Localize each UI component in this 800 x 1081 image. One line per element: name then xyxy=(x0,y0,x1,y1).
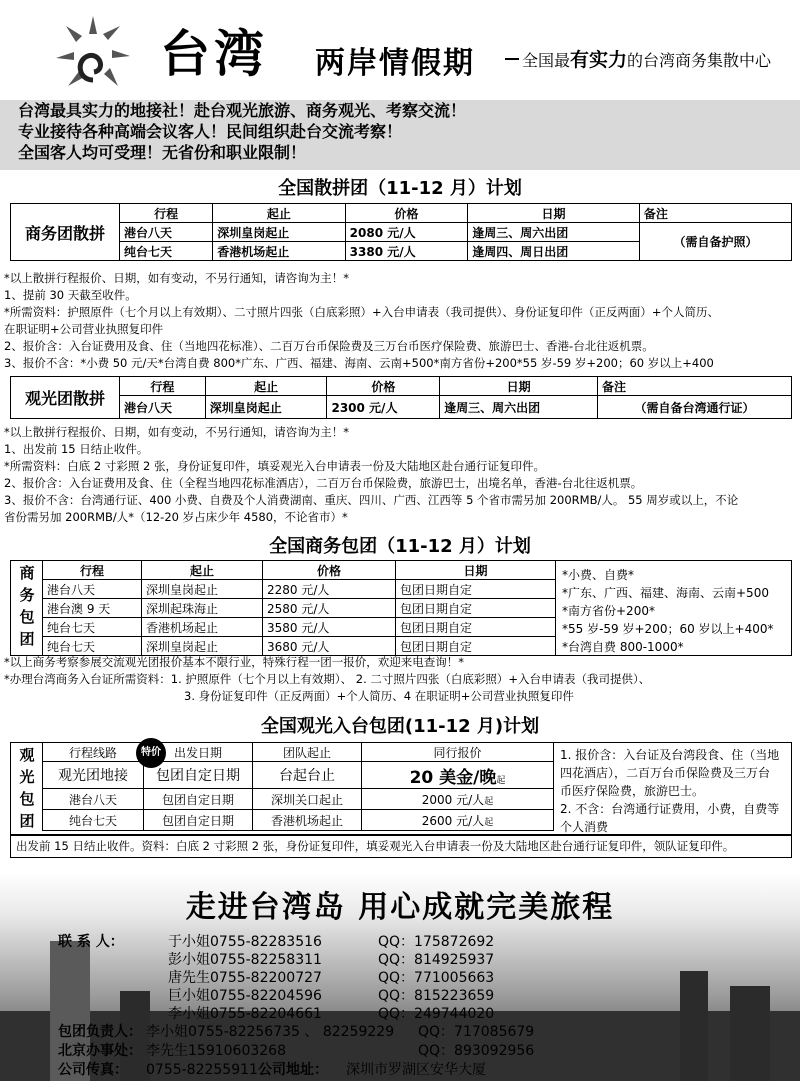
cell: 深圳皇岗起止 xyxy=(142,637,263,656)
remark-cell: （需自备护照） xyxy=(639,223,791,261)
contact-qq: QQ：717085679 xyxy=(418,1024,535,1040)
cell: 深圳皇岗起止 xyxy=(205,396,327,419)
cell: 3380 元/人 xyxy=(345,242,468,261)
header-slogan: 全国最有实力的台湾商务集散中心 xyxy=(522,49,772,71)
note-line: 1、出发前 15 日结止收件。 xyxy=(4,442,149,456)
cell: 香港机场起止 xyxy=(213,242,345,261)
intro-banner xyxy=(0,100,800,170)
col-header: 日期 xyxy=(440,377,598,396)
fax-label: 公司传真： xyxy=(58,1062,128,1078)
footer-slogan: 走进台湾岛 用心成就完美旅程 xyxy=(185,890,615,925)
label-char: 包 xyxy=(19,790,35,808)
contact-qq: QQ：893092956 xyxy=(418,1043,535,1059)
price-suffix: 起 xyxy=(484,796,494,807)
remark-cell: （需自备台湾通行证） xyxy=(598,396,792,419)
business-charter-notes xyxy=(4,654,794,705)
side-line: 1. 报价含：入台证及台湾段食、住（当地 xyxy=(560,748,780,762)
brand-subtitle: 两岸情假期 xyxy=(315,46,475,81)
tour-charter-footnote: 出发前 15 日结止收件。资料：白底 2 寸彩照 2 张，身份证复印件，填妥观光入台申请表一份及大陆地区赴台通行证复印件，领队证复印件。 xyxy=(16,839,735,853)
note-line: 3. 身份证复印件（正反两面）+个人简历、4 在职证明+公司营业执照复印件 xyxy=(184,689,574,703)
contact-qq: QQ：815223659 xyxy=(378,988,495,1004)
price-suffix: 起 xyxy=(496,775,506,786)
cell: 包团日期自定 xyxy=(396,580,556,599)
brand-title: 台湾 xyxy=(160,24,268,83)
tour-charter-side-notes xyxy=(560,746,788,836)
cell: 港台澳 9 天 xyxy=(43,599,142,618)
fax-number: 0755-82255911 xyxy=(146,1062,258,1078)
cell: 纯台七天 xyxy=(120,242,213,261)
col-header: 团队起止 xyxy=(253,743,362,762)
section-title-business-charter: 全国商务包团（11-12 月）计划 xyxy=(269,536,531,557)
price-cell xyxy=(362,762,554,789)
cell: 港台八天 xyxy=(43,789,144,810)
col-header: 同行报价 xyxy=(362,743,554,762)
address-label: 公司地址： xyxy=(258,1062,328,1078)
col-header: 价格 xyxy=(327,377,440,396)
note-line: 2、报价含：入台证费用及食、住（全程当地四花标准酒店），二百万台币保险费，旅游巴士，出境名单，香港-台北往返机票。 xyxy=(4,476,643,490)
contact-row xyxy=(58,1003,798,1023)
col-header: 行程 xyxy=(120,204,213,223)
cell: 2580 元/人 xyxy=(263,599,396,618)
business-group-table xyxy=(10,203,792,261)
contact-label: 北京办事处： xyxy=(58,1043,142,1059)
cell: 香港机场起止 xyxy=(253,810,362,831)
note-line: *办理台湾商务入台证所需资料：1. 护照原件（七个月以上有效期）、 2. 二寸照片四张（白底彩照）+入台申请表（我司提供）、 xyxy=(4,672,651,686)
cell: 包团自定日期 xyxy=(144,762,253,789)
label-char: 光 xyxy=(19,768,35,786)
contact-label: 包团负责人： xyxy=(58,1024,142,1040)
contact-qq: QQ：814925937 xyxy=(378,952,495,968)
side-line: *广东、广西、福建、海南、云南+500 xyxy=(562,586,769,600)
cell: 2080 元/人 xyxy=(345,223,468,242)
cell: 逢周三、周六出团 xyxy=(468,223,640,242)
intro-line: 全国客人均可受理！无省份和职业限制！ xyxy=(18,143,307,162)
company-address: 深圳市罗湖区安华大厦 xyxy=(346,1062,486,1078)
contact-phone: 于小姐0755-82283516 xyxy=(168,934,322,950)
note-line: *以上商务考察参展交流观光团报价基本不限行业，特殊行程一团一报价，欢迎来电查询！* xyxy=(4,655,464,669)
cell: 3680 元/人 xyxy=(263,637,396,656)
col-header: 日期 xyxy=(396,561,556,580)
business-group-notes xyxy=(4,270,794,372)
contact-phone: 彭小姐0755-82258311 xyxy=(168,952,322,968)
col-header: 起止 xyxy=(142,561,263,580)
cell: 台起台止 xyxy=(253,762,362,789)
contact-row xyxy=(58,949,798,969)
price-suffix: 起 xyxy=(484,817,494,828)
price-value: 2000 元/人 xyxy=(421,792,485,807)
business-charter-label xyxy=(12,562,42,650)
contact-phone: 巨小姐0755-82204596 xyxy=(168,988,322,1004)
side-line: 2. 不含：台湾通行证费用，小费，自费等 xyxy=(560,802,780,816)
intro-line: 台湾最具实力的地接社！赴台观光旅游、商务观光、考察交流！ xyxy=(18,101,467,120)
section-title-group-tour: 全国散拼团（11-12 月）计划 xyxy=(278,178,522,199)
cell: 纯台七天 xyxy=(43,810,144,831)
note-line: 1、提前 30 天截至收件。 xyxy=(4,288,137,302)
cell: 纯台七天 xyxy=(43,637,142,656)
col-header: 备注 xyxy=(598,377,792,396)
cell: 深圳皇岗起止 xyxy=(142,580,263,599)
company-logo xyxy=(48,8,138,98)
note-line: *以上散拼行程报价、日期，如有变动，不另行通知，请咨询为主！* xyxy=(4,271,349,285)
col-header: 起止 xyxy=(205,377,327,396)
side-line: 个人消费 xyxy=(560,820,609,834)
cell: 港台八天 xyxy=(120,223,213,242)
contact-row xyxy=(58,1040,798,1060)
cell: 观光团地接 xyxy=(43,762,144,789)
contact-row xyxy=(58,1021,798,1041)
cell: 香港机场起止 xyxy=(142,618,263,637)
price-value: 20 美金/晚 xyxy=(409,767,497,788)
cell: 深圳关口起止 xyxy=(253,789,362,810)
contact-qq: QQ：175872692 xyxy=(378,934,495,950)
side-line: *台湾自费 800-1000* xyxy=(562,640,684,654)
contact-row xyxy=(58,931,798,951)
col-header: 行程线路 xyxy=(43,743,144,762)
business-group-label: 商务团散拼 xyxy=(11,204,120,261)
tour-group-label: 观光团散拼 xyxy=(11,377,120,419)
business-charter-side-notes xyxy=(562,566,774,656)
cell: 深圳皇岗起止 xyxy=(213,223,345,242)
cell: 港台八天 xyxy=(120,396,206,419)
contact-qq: QQ：771005663 xyxy=(378,970,495,986)
contact-phone: 李小姐0755-82204661 xyxy=(168,1006,322,1022)
section-title-tour-charter: 全国观光入台包团(11-12 月)计划 xyxy=(260,716,540,737)
tour-charter-table xyxy=(42,742,554,831)
contact-row xyxy=(58,985,798,1005)
col-header: 出发日期 xyxy=(144,743,253,762)
cell: 2280 元/人 xyxy=(263,580,396,599)
col-header: 备注 xyxy=(639,204,791,223)
cell: 包团日期自定 xyxy=(396,637,556,656)
cell: 港台八天 xyxy=(43,580,142,599)
col-header: 起止 xyxy=(213,204,345,223)
cell: 包团日期自定 xyxy=(396,599,556,618)
cell: 2300 元/人 xyxy=(327,396,440,419)
note-line: *以上散拼行程报价、日期，如有变动，不另行通知，请咨询为主！* xyxy=(4,425,349,439)
slogan-dash xyxy=(505,58,519,60)
contact-row xyxy=(58,967,798,987)
col-header: 价格 xyxy=(263,561,396,580)
note-line: *所需资料：白底 2 寸彩照 2 张，身份证复印件，填妥观光入台申请表一份及大陆地区赴台通行证复印件。 xyxy=(4,459,545,473)
cell: 纯台七天 xyxy=(43,618,142,637)
col-header: 行程 xyxy=(120,377,206,396)
cell: 3580 元/人 xyxy=(263,618,396,637)
contact-phone: 李小姐0755-82256735 、 82259229 xyxy=(146,1024,395,1040)
cell: 包团自定日期 xyxy=(144,789,253,810)
cell: 包团日期自定 xyxy=(396,618,556,637)
price-cell xyxy=(362,789,554,810)
side-line: 币医疗保险费，旅游巴士。 xyxy=(560,784,705,798)
note-line: *所需资料：护照原件（七个月以上有效期）、二寸照片四张（白底彩照）+入台申请表（我司提供）、身份证复印件（正反两面）+个人简历、 xyxy=(4,305,720,319)
contact-label: 联 系 人： xyxy=(58,934,124,950)
contact-phone: 李先生15910603268 xyxy=(146,1043,286,1059)
cell: 深圳起珠海止 xyxy=(142,599,263,618)
tour-charter-label xyxy=(12,744,42,832)
label-char: 包 xyxy=(19,608,35,626)
contact-fax-address-row xyxy=(58,1059,798,1079)
label-char: 团 xyxy=(19,812,35,830)
side-line: 四花酒店），二百万台币保险费及三万台 xyxy=(560,766,771,780)
tour-group-notes xyxy=(4,424,794,526)
tour-group-table xyxy=(10,376,792,419)
intro-line: 专业接待各种高端会议客人！民间组织赴台交流考察！ xyxy=(18,122,403,141)
note-line: 3、报价不含：*小费 50 元/天*台湾自费 800*广东、广西、福建、海南、云南+500*南方省份+200*55 岁-59 岁+200；60 岁以上+400 xyxy=(4,356,714,370)
contact-phone: 唐先生0755-82200727 xyxy=(168,970,322,986)
label-char: 务 xyxy=(19,586,35,604)
special-offer-badge: 特价 xyxy=(136,738,166,768)
side-line: *小费、自费* xyxy=(562,568,635,582)
price-value: 2600 元/人 xyxy=(421,813,485,828)
col-header: 行程 xyxy=(43,561,142,580)
note-line: 3、报价不含：台湾通行证、400 小费、自费及个人消费湖南、重庆、四川、广西、江西等 5 个省市需另加 200RMB/人。 55 周岁或以上，不论 xyxy=(4,493,739,507)
label-char: 商 xyxy=(19,564,35,582)
side-line: *南方省份+200* xyxy=(562,604,655,618)
cell: 包团自定日期 xyxy=(144,810,253,831)
col-header: 日期 xyxy=(468,204,640,223)
contact-qq: QQ：249744020 xyxy=(378,1006,495,1022)
label-char: 团 xyxy=(19,630,35,648)
note-line: 2、报价含：入台证费用及食、住（当地四花标准）、二百万台币保险费及三万台币医疗保险费、旅游巴士、香港-台北往返机票。 xyxy=(4,339,654,353)
note-line: 在职证明+公司营业执照复印件 xyxy=(4,322,164,336)
note-line: 省份需另加 200RMB/人*（12-20 岁占床少年 4580，不论省市）* xyxy=(4,510,348,524)
side-line: *55 岁-59 岁+200；60 岁以上+400* xyxy=(562,622,774,636)
price-cell xyxy=(362,810,554,831)
cell: 逢周三、周六出团 xyxy=(440,396,598,419)
col-header: 价格 xyxy=(345,204,468,223)
cell: 逢周四、周日出团 xyxy=(468,242,640,261)
business-charter-table xyxy=(42,560,556,656)
label-char: 观 xyxy=(19,746,35,764)
